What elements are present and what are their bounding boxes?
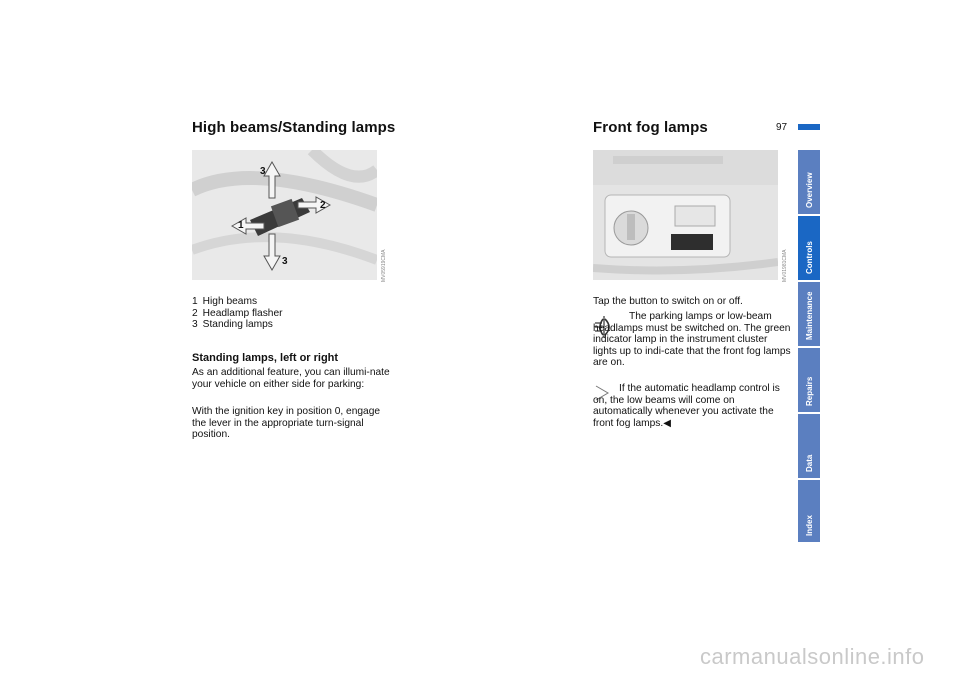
note-automatic-control: [593, 383, 793, 429]
high-beam-lever-figure: [192, 150, 377, 280]
legend-list: [192, 296, 392, 331]
figure-label-3-top: 3: [260, 166, 266, 177]
paragraph-feature: As an additional feature, you can illumi-nate your vehicle on either side for parking:: [192, 367, 390, 390]
page-number: 97: [776, 122, 788, 133]
right-figure-code: MV01981CMA: [782, 249, 788, 282]
list-item: 2 Headlamp flasher: [192, 307, 283, 319]
figure-label-2: 2: [320, 200, 326, 211]
list-item: 3 Standing lamps: [192, 319, 273, 331]
figure-label-3-bottom: 3: [282, 256, 288, 267]
tab-maintenance[interactable]: Maintenance: [798, 282, 820, 348]
note-text: If the automatic headlamp control is on, the low beams will come on automatically whenever you activate the front fog lamps.◀: [593, 383, 780, 429]
tab-index[interactable]: Index: [798, 480, 820, 544]
right-heading: Front fog lamps: [593, 119, 708, 136]
figure-label-1: 1: [238, 220, 244, 231]
tab-controls[interactable]: Controls: [798, 216, 820, 282]
subheading-standing-lamps: Standing lamps, left or right: [192, 352, 339, 364]
tab-data[interactable]: Data: [798, 414, 820, 480]
tab-repairs[interactable]: Repairs: [798, 348, 820, 414]
list-item: 1 High beams: [192, 296, 258, 307]
left-figure-code: MV05919CMA: [381, 249, 387, 282]
paragraph-ignition: With the ignition key in position 0, engage the lever in the appropriate turn-signal position.: [192, 406, 381, 441]
page-accent-bar: [798, 124, 820, 130]
note-text: The parking lamps or low-beam headlamps must be switched on. The green indicator lamp in the instrument cluster lights up to indi-cate that the front fog lamps are on.: [593, 311, 791, 369]
note-parking-lamps: [593, 311, 793, 369]
intro-text: Tap the button to switch on or off.: [593, 296, 743, 307]
fog-lamp-switch-figure: [593, 150, 778, 280]
watermark: carmanualsonline.info: [700, 644, 925, 669]
left-heading: High beams/Standing lamps: [192, 119, 396, 136]
tab-overview[interactable]: Overview: [798, 150, 820, 216]
